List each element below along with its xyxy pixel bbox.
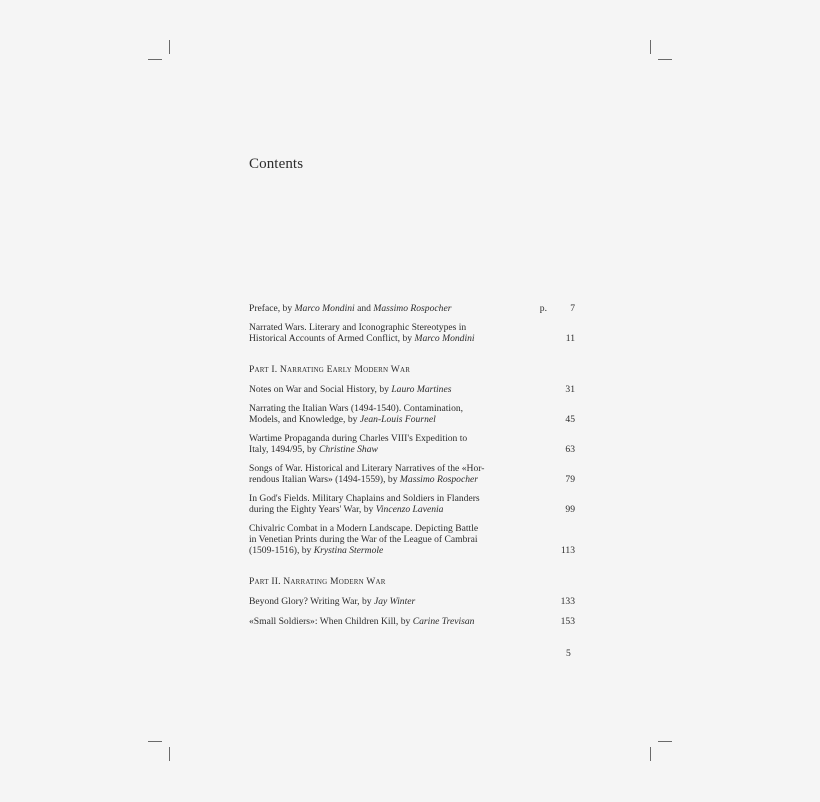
page-ref: 45 (565, 414, 575, 425)
table-of-contents (249, 303, 576, 627)
toc-entry-preface: Preface, by Marco Mondini and Massimo Rospocher p. 7 (249, 303, 575, 314)
crop-mark (148, 741, 162, 742)
crop-mark (148, 59, 162, 60)
page-number: 5 (566, 648, 571, 659)
toc-entry-gods-fields: In God's Fields. Military Chaplains and Soldiers in Flanders during the Eighty Years' War, by Vincenzo Lavenia 99 (249, 493, 575, 515)
part-heading: Part II. Narrating Modern War (249, 576, 386, 587)
toc-entry-chivalric-combat: Chivalric Combat in a Modern Landscape. Depicting Battle in Venetian Prints during the War of the League of Cambrai (1509-1516), by Krystina Stermole 113 (249, 523, 575, 556)
toc-entry-narrated-wars: Narrated Wars. Literary and Iconographic Stereotypes in Historical Accounts of Armed Conflict, by Marco Mondini 11 (249, 322, 575, 344)
toc-entry-propaganda: Wartime Propaganda during Charles VIII's Expedition to Italy, 1494/95, by Christine Shaw 63 (249, 433, 575, 455)
page-ref: 7 (570, 303, 575, 314)
crop-mark (658, 741, 672, 742)
page-ref: 79 (565, 474, 575, 485)
page-ref: 113 (560, 545, 575, 556)
toc-entry-songs-of-war: Songs of War. Historical and Literary Narratives of the «Hor- rendous Italian Wars» (1494-1559), by Massimo Rospocher 79 (249, 463, 575, 485)
page-ref: 11 (565, 333, 575, 344)
crop-mark (658, 59, 672, 60)
toc-entry-italian-wars: Narrating the Italian Wars (1494-1540). Contamination, Models, and Knowledge, by Jean-Louis Fournel 45 (249, 403, 575, 425)
page-title: Contents (249, 156, 304, 172)
page-ref: 63 (565, 444, 575, 455)
crop-mark (650, 40, 651, 54)
part-heading: Part I. Narrating Early Modern War (249, 364, 411, 375)
toc-entry-notes: Notes on War and Social History, by Lauro Martines 31 (249, 384, 575, 395)
page-ref: 31 (565, 384, 575, 395)
page-ref: 153 (560, 616, 575, 627)
crop-mark (169, 40, 170, 54)
crop-mark (169, 747, 170, 761)
toc-entry-small-soldiers: «Small Soldiers»: When Children Kill, by Carine Trevisan 153 (249, 616, 575, 627)
crop-mark (650, 747, 651, 761)
page-ref: 133 (560, 596, 575, 607)
toc-entry-beyond-glory: Beyond Glory? Writing War, by Jay Winter 133 (249, 596, 575, 607)
page-label: p. (539, 303, 547, 314)
page-ref: 99 (565, 504, 575, 515)
